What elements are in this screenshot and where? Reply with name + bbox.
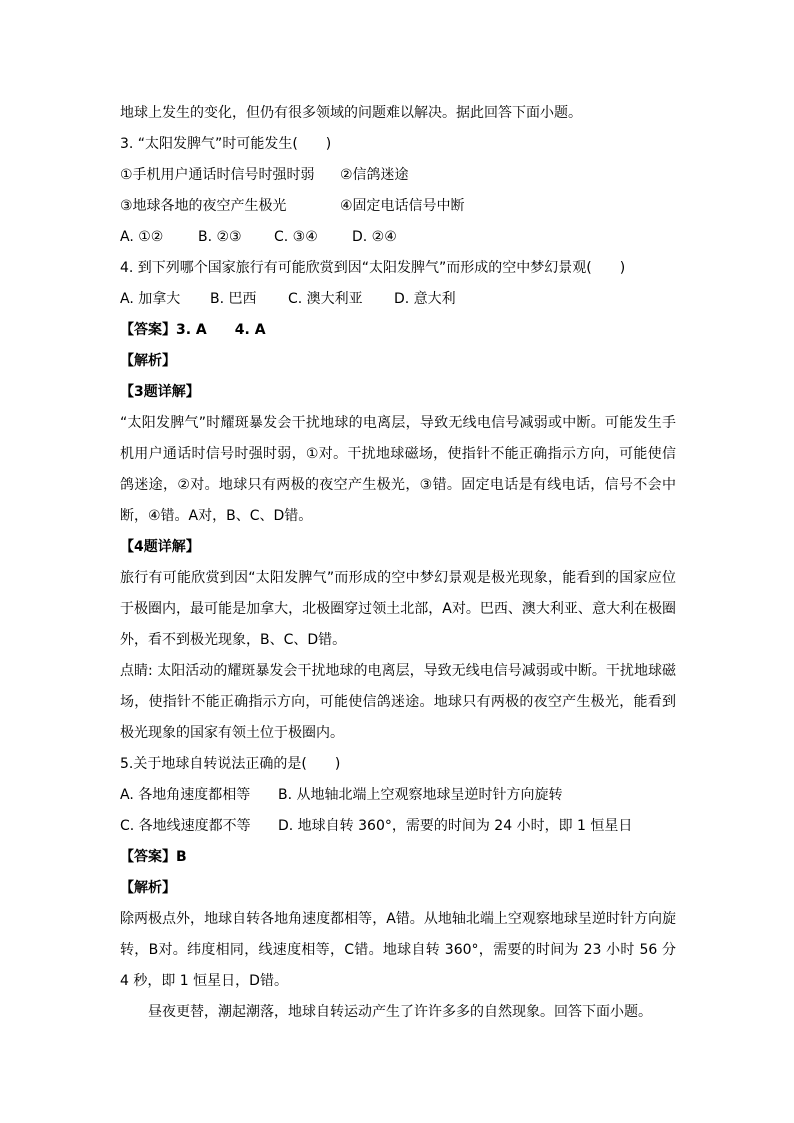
q5-options-row2 bbox=[120, 811, 676, 842]
q5-options-row1 bbox=[120, 780, 676, 811]
q5-option-c: C. 各地线速度都不等 bbox=[120, 818, 251, 834]
analysis-heading-1: 【解析】 bbox=[120, 353, 176, 369]
q4-option-d: D. 意大利 bbox=[394, 291, 456, 307]
analysis-heading-2: 【解析】 bbox=[120, 880, 176, 896]
q3-item-4: ④固定电话信号中断 bbox=[340, 198, 465, 214]
q3-item-3: ③地球各地的夜空产生极光 bbox=[120, 198, 287, 214]
document-page bbox=[120, 98, 676, 1028]
q3-items-row2 bbox=[120, 191, 676, 222]
q4-options bbox=[120, 284, 676, 315]
question-5: 5.关于地球自转说法正确的是( ) bbox=[120, 756, 341, 772]
q3-option-c: C. ③④ bbox=[274, 229, 318, 245]
q3-options bbox=[120, 222, 676, 253]
q3-option-b: B. ②③ bbox=[198, 229, 242, 245]
q3-item-2: ②信鸽迷途 bbox=[340, 167, 409, 183]
q5-option-a: A. 各地角速度都相等 bbox=[120, 787, 251, 803]
q3-item-1: ①手机用户通话时信号时强时弱 bbox=[120, 167, 315, 183]
q5-detail-text: 除两极点外，地球自转各地角速度都相等，A错。从地轴北端上空观察地球呈逆时针方向旋转，B对。纬度相同，线速度相等，C错。地球自转 360°，需要的时间为 23 小时 56 分 4 秒，即 1 恒星日，D错。 bbox=[120, 911, 676, 989]
q3-items-row1 bbox=[120, 160, 676, 191]
q4-detail-heading: 【4题详解】 bbox=[120, 539, 200, 555]
question-3: 3. “太阳发脾气”时可能发生( ) bbox=[120, 136, 332, 152]
q3-detail-heading: 【3题详解】 bbox=[120, 384, 200, 400]
intro-line: 地球上发生的变化，但仍有很多领域的问题难以解决。据此回答下面小题。 bbox=[120, 105, 582, 121]
q3-option-d: D. ②④ bbox=[352, 229, 397, 245]
q4-option-c: C. 澳大利亚 bbox=[288, 291, 363, 307]
closing-intro-line: 昼夜更替，潮起潮落，地球自转运动产生了许许多多的自然现象。回答下面小题。 bbox=[148, 1004, 652, 1020]
q4-detail-text: 旅行有可能欣赏到因“太阳发脾气”而形成的空中梦幻景观是极光现象，能看到的国家应位于极圈内，最可能是加拿大，北极圈穿过领土北部，A对。巴西、澳大利亚、意大利在极圈外，看不到极光现象，B、C、D错。 bbox=[120, 570, 676, 648]
answer-5: 【答案】B bbox=[120, 849, 187, 865]
q5-option-b: B. 从地轴北端上空观察地球呈逆时针方向旋转 bbox=[278, 787, 563, 803]
q3-option-a: A. ①② bbox=[120, 229, 164, 245]
answer-3-4: 【答案】3. A 4. A bbox=[120, 322, 266, 338]
q3-detail-text: “太阳发脾气”时耀斑暴发会干扰地球的电离层，导致无线电信号减弱或中断。可能发生手机用户通话时信号时强时弱，①对。干扰地球磁场，使指针不能正确指示方向，可能使信鸽迷途，②对。地球只有两极的夜空产生极光，③错。固定电话是有线电话，信号不会中断，④错。A对，B、C、D错。 bbox=[120, 415, 676, 524]
q4-option-b: B. 巴西 bbox=[210, 291, 257, 307]
question-4: 4. 到下列哪个国家旅行有可能欣赏到因“太阳发脾气”而形成的空中梦幻景观( ) bbox=[120, 260, 626, 276]
q5-option-d: D. 地球自转 360°，需要的时间为 24 小时，即 1 恒星日 bbox=[278, 818, 633, 834]
q4-option-a: A. 加拿大 bbox=[120, 291, 181, 307]
key-point-text: 点睛: 太阳活动的耀斑暴发会干扰地球的电离层，导致无线电信号减弱或中断。干扰地球磁场，使指针不能正确指示方向，可能使信鸽迷途。地球只有两极的夜空产生极光，能看到极光现象的国家有领土位于极圈内。 bbox=[120, 663, 676, 741]
